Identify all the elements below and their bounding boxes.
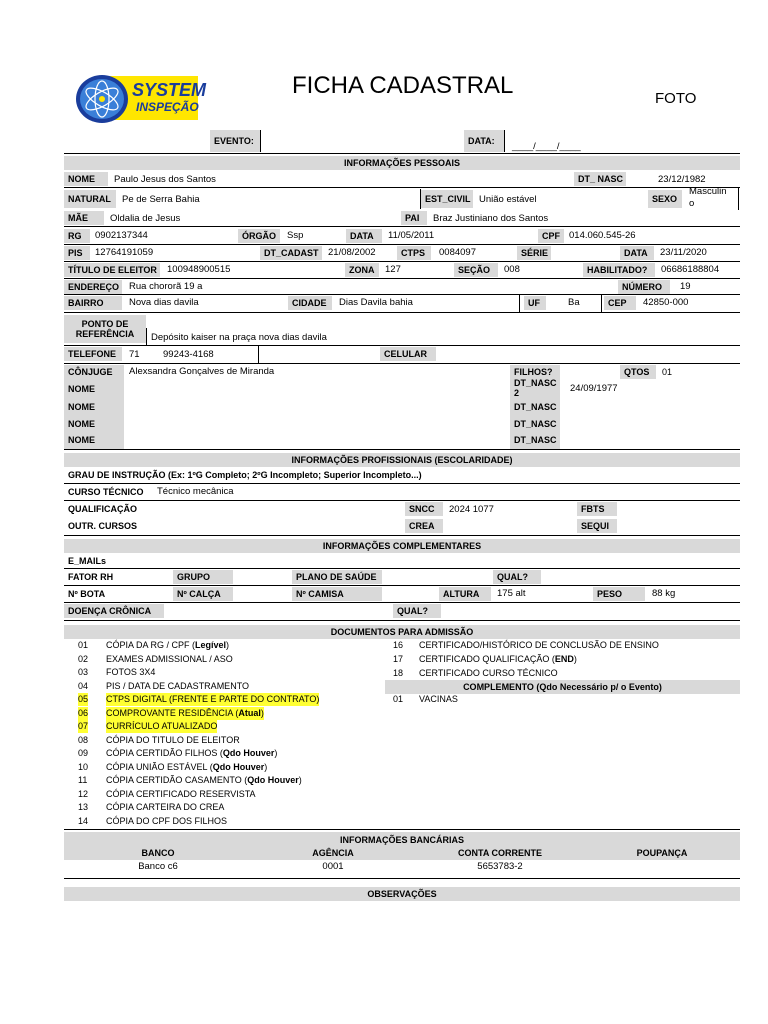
ponto-ref-label-2: REFERÊNCIA (75, 329, 135, 339)
data-label: DATA: (464, 130, 504, 152)
dt-nasc-2-label-2: 2 (514, 388, 520, 398)
document-number: 05 (78, 694, 89, 704)
document-number: 13 (78, 802, 89, 812)
ponto-ref-label-1: PONTO DE (81, 319, 129, 329)
habilitado-label: HABILITADO? (583, 263, 655, 277)
logo (72, 72, 207, 126)
evento-label: EVENTO: (210, 130, 260, 152)
est-civil-label: EST_CIVIL (421, 190, 473, 208)
filhos-label: FILHOS? (514, 367, 553, 377)
section-pessoais: INFORMAÇÕES PESSOAIS (64, 156, 740, 170)
fbts-label: FBTS (577, 502, 617, 516)
document-number: 17 (393, 653, 404, 664)
cep-label: CEP (604, 296, 636, 310)
document-item (106, 653, 233, 666)
document-item-bold: Legível (195, 640, 227, 650)
document-item (106, 666, 155, 679)
document-item-text: COMPROVANTE RESIDÊNCIA ( (106, 707, 239, 718)
rg-value: 0902137344 (95, 230, 148, 241)
document-item (106, 761, 267, 774)
telefone-value: 99243-4168 (163, 349, 214, 360)
document-item-text: CERTIFICADO CURSO TÉCNICO (419, 667, 558, 678)
document-item (419, 653, 577, 666)
document-item-text: CÓPIA CERTIFICADO RESERVISTA (106, 788, 256, 799)
orgao-value: Ssp (287, 230, 304, 241)
qualificacao-label: QUALIFICAÇÃO (68, 504, 137, 514)
document-item (106, 693, 319, 706)
document-item-text: CÓPIA DA RG / CPF ( (106, 640, 196, 650)
vacinas-text: VACINAS (419, 694, 458, 704)
dt-nasc-f-label-1: DT_NASC (514, 402, 557, 412)
nome-filho-label-3: NOME (68, 419, 95, 429)
document-item-bold: Atual (238, 707, 261, 718)
document-item-text: CÓPIA DO TITULO DE ELEITOR (106, 734, 240, 745)
document-item (106, 734, 240, 747)
document-number: 12 (78, 788, 89, 799)
qual-plano-label: QUAL? (493, 570, 541, 584)
nome-value: Paulo Jesus dos Santos (114, 174, 216, 185)
evento-field[interactable] (261, 130, 463, 152)
document-item-text: CÓPIA UNIÃO ESTÁVEL ( (106, 761, 213, 772)
document-item-text: CÓPIA CARTEIRA DO CREA (106, 802, 225, 812)
sequi-label: SEQUI (577, 519, 617, 533)
section-profissionais: INFORMAÇÕES PROFISSIONAIS (ESCOLARIDADE) (64, 453, 740, 467)
sexo-value-1: Masculin (689, 186, 727, 197)
uf-label: UF (524, 296, 546, 310)
peso-value: 88 kg (652, 588, 676, 599)
document-item-suffix: ) (226, 640, 230, 650)
document-item (106, 801, 224, 814)
data2-label: DATA (620, 246, 654, 260)
qtos-value: 01 (662, 367, 673, 377)
pis-label: PIS (64, 246, 90, 260)
document-item-suffix: ) (260, 707, 264, 718)
qtos-label: QTOS (620, 365, 656, 379)
document-number: 02 (78, 653, 89, 664)
bairro-value: Nova dias davila (129, 297, 199, 308)
habilitado-value: 06686188804 (661, 264, 720, 275)
dt-nasc-label: DT_ NASC (574, 172, 626, 186)
altura-value: 175 alt (497, 588, 526, 599)
crea-label: CREA (405, 519, 443, 533)
logo-text-top: SYSTEM (132, 80, 207, 100)
cpf-value: 014.060.545-26 (569, 230, 636, 241)
section-bancarias: INFORMAÇÕES BANCÁRIAS (339, 835, 464, 845)
data-rg-label: DATA (346, 229, 382, 243)
est-civil-value: União estável (479, 194, 537, 205)
ctps-label: CTPS (397, 246, 431, 260)
cep-value: 42850-000 (643, 297, 689, 308)
nome-filho-label-1: NOME (68, 384, 95, 394)
document-item-text: CTPS DIGITAL (FRENTE E PARTE DO CONTRATO) (106, 694, 320, 704)
sncc-value: 2024 1077 (449, 504, 494, 515)
qual-doenca-label: QUAL? (393, 604, 441, 618)
document-number: 08 (78, 734, 89, 745)
dt-cadast-label: DT_CADAST (260, 246, 322, 260)
document-number: 03 (78, 667, 89, 677)
section-complementares: INFORMAÇÕES COMPLEMENTARES (64, 539, 740, 553)
zona-value: 127 (385, 264, 401, 275)
dt-nasc-f-label-3: DT_NASC (514, 435, 557, 445)
peso-label: PESO (593, 587, 645, 601)
pis-value: 12764191059 (95, 247, 154, 258)
ponto-ref-value: Depósito kaiser na praça nova dias davila (151, 332, 327, 343)
grau-instrucao-label: GRAU DE INSTRUÇÃO (Ex: 1ºG Completo; 2ºG Incompleto; Superior Incompleto...) (68, 470, 422, 480)
document-number: 14 (78, 815, 89, 826)
document-item-suffix: ) (274, 748, 278, 758)
camisa-label: Nº CAMISA (292, 587, 382, 601)
agencia-value: 0001 (322, 861, 344, 872)
document-item (106, 707, 264, 720)
section-documentos: DOCUMENTOS PARA ADMISSÃO (64, 625, 740, 639)
natural-label: NATURAL (64, 190, 116, 208)
data2-value: 23/11/2020 (660, 247, 707, 258)
cidade-value: Dias Davila bahia (339, 297, 413, 308)
document-item-text: CURRÍCULO ATUALIZADO (106, 721, 218, 731)
ctps-value: 0084097 (439, 247, 476, 258)
zona-label: ZONA (345, 263, 379, 277)
document-item-text: PIS / DATA DE CADASTRAMENTO (106, 680, 250, 691)
banco-header: BANCO (141, 848, 175, 858)
ponto-ref-label (64, 315, 146, 343)
document-item-text: CÓPIA CERTIDÃO FILHOS ( (106, 748, 223, 758)
dt-cadast-value: 21/08/2002 (328, 247, 376, 258)
conta-value: 5653783-2 (477, 861, 523, 872)
bairro-label: BAIRRO (64, 296, 122, 310)
calca-label: Nº CALÇA (173, 587, 233, 601)
document-item-text: CERTIFICADO/HISTÓRICO DE CONCLUSÃO DE ENSINO (419, 640, 659, 650)
document-item-text: FOTOS 3X4 (106, 667, 156, 677)
titulo-label: TÍTULO DE ELEITOR (64, 263, 160, 277)
curso-tecnico-label: CURSO TÉCNICO (68, 487, 144, 497)
document-number: 07 (78, 721, 89, 731)
document-number: 06 (78, 707, 89, 718)
document-item-suffix: ) (264, 761, 268, 772)
serie-label: SÉRIE (517, 246, 551, 260)
dt-nasc-2-value: 24/09/1977 (570, 383, 618, 394)
cpf-label: CPF (538, 229, 564, 243)
dt-nasc-2-label-1: DT_NASC (514, 378, 557, 388)
dt-nasc-f-label-2: DT_NASC (514, 419, 557, 429)
fator-rh-label: FATOR RH (68, 572, 114, 582)
plano-saude-label: PLANO DE SAÚDE (292, 570, 382, 584)
document-item-suffix: ) (573, 653, 577, 664)
secao-value: 008 (504, 264, 520, 275)
secao-label: SEÇÃO (454, 263, 498, 277)
sncc-label: SNCC (405, 502, 443, 516)
celular-label: CELULAR (380, 347, 436, 361)
dt-nasc-2-label (510, 378, 560, 398)
document-item (106, 680, 249, 693)
bota-label: Nº BOTA (68, 589, 106, 599)
outr-cursos-label: OUTR. CURSOS (68, 521, 138, 531)
banco-value: Banco c6 (138, 861, 178, 872)
document-number: 11 (78, 775, 88, 785)
document-item-bold: Qdo Houver (222, 748, 275, 758)
document-item (106, 788, 256, 801)
section-observacoes: OBSERVAÇÕES (64, 887, 740, 901)
pai-label: PAI (401, 211, 427, 225)
telefone-ddd: 71 (129, 349, 140, 360)
data-rg-value: 11/05/2011 (388, 230, 435, 241)
conjuge-value: Alexsandra Gonçalves de Miranda (129, 366, 275, 377)
document-item (106, 815, 227, 828)
nome-filho-label-2: NOME (68, 402, 95, 412)
document-number: 16 (393, 640, 404, 650)
document-item-bold: Qdo Houver (247, 775, 299, 785)
doenca-cronica-label: DOENÇA CRÔNICA (64, 604, 164, 618)
titulo-value: 100948900515 (167, 264, 231, 275)
rg-label: RG (64, 229, 90, 243)
sexo-label: SEXO (648, 190, 682, 208)
document-item (106, 639, 229, 652)
vacinas-number: 01 (393, 694, 404, 704)
document-number: 04 (78, 680, 89, 691)
photo-label: FOTO (655, 90, 697, 107)
endereco-label: ENDEREÇO (64, 280, 122, 294)
logo-text-bottom: INSPEÇÃO (136, 100, 199, 114)
dt-nasc-value: 23/12/1982 (658, 174, 706, 185)
nome-filho-label-4: NOME (68, 435, 95, 445)
nome-label: NOME (64, 172, 108, 186)
natural-value: Pe de Serra Bahia (122, 194, 200, 205)
document-item (419, 639, 659, 652)
poupanca-header: POUPANÇA (636, 848, 688, 858)
cidade-label: CIDADE (288, 296, 332, 310)
document-item (106, 774, 302, 787)
mae-label: MÃE (64, 211, 104, 225)
mae-value: Oldalia de Jesus (110, 213, 181, 224)
document-item-text: CERTIFICADO QUALIFICAÇÃO ( (419, 653, 555, 664)
complemento-header: COMPLEMENTO (Qdo Necessário p/ o Evento) (385, 680, 740, 694)
conjuge-label: CÔNJUGE (68, 367, 113, 377)
document-item-text: CÓPIA CERTIDÃO CASAMENTO ( (106, 775, 248, 785)
uf-value: Ba (568, 297, 580, 308)
conta-header: CONTA CORRENTE (458, 848, 542, 858)
numero-label: NÚMERO (618, 280, 670, 294)
telefone-label: TELEFONE (64, 347, 122, 361)
orgao-label: ÓRGÃO (238, 229, 280, 243)
endereco-value: Rua chororã 19 a (129, 281, 203, 292)
document-number: 09 (78, 748, 89, 758)
document-item-suffix: ) (298, 775, 302, 785)
document-number: 01 (78, 640, 89, 650)
data-field[interactable]: ____/____/____ (512, 141, 581, 152)
sexo-value-2: o (689, 198, 695, 209)
document-item-text: CÓPIA DO CPF DOS FILHOS (106, 815, 228, 826)
document-item-bold: END (554, 653, 574, 664)
document-item (106, 720, 217, 733)
document-item-bold: Qdo Houver (212, 761, 265, 772)
document-item (419, 667, 558, 680)
agencia-header: AGÊNCIA (312, 848, 354, 858)
curso-tecnico-value: Técnico mecânica (157, 486, 234, 497)
document-item-text: EXAMES ADMISSIONAL / ASO (106, 653, 233, 664)
document-item (106, 747, 277, 760)
document-number: 10 (78, 761, 89, 772)
page-title: FICHA CADASTRAL (292, 72, 514, 99)
document-number: 18 (393, 667, 404, 678)
altura-label: ALTURA (439, 587, 491, 601)
pai-value: Braz Justiniano dos Santos (433, 213, 549, 224)
numero-value: 19 (680, 281, 691, 292)
grupo-label: GRUPO (173, 570, 233, 584)
emails-label: E_MAILs (68, 556, 107, 566)
